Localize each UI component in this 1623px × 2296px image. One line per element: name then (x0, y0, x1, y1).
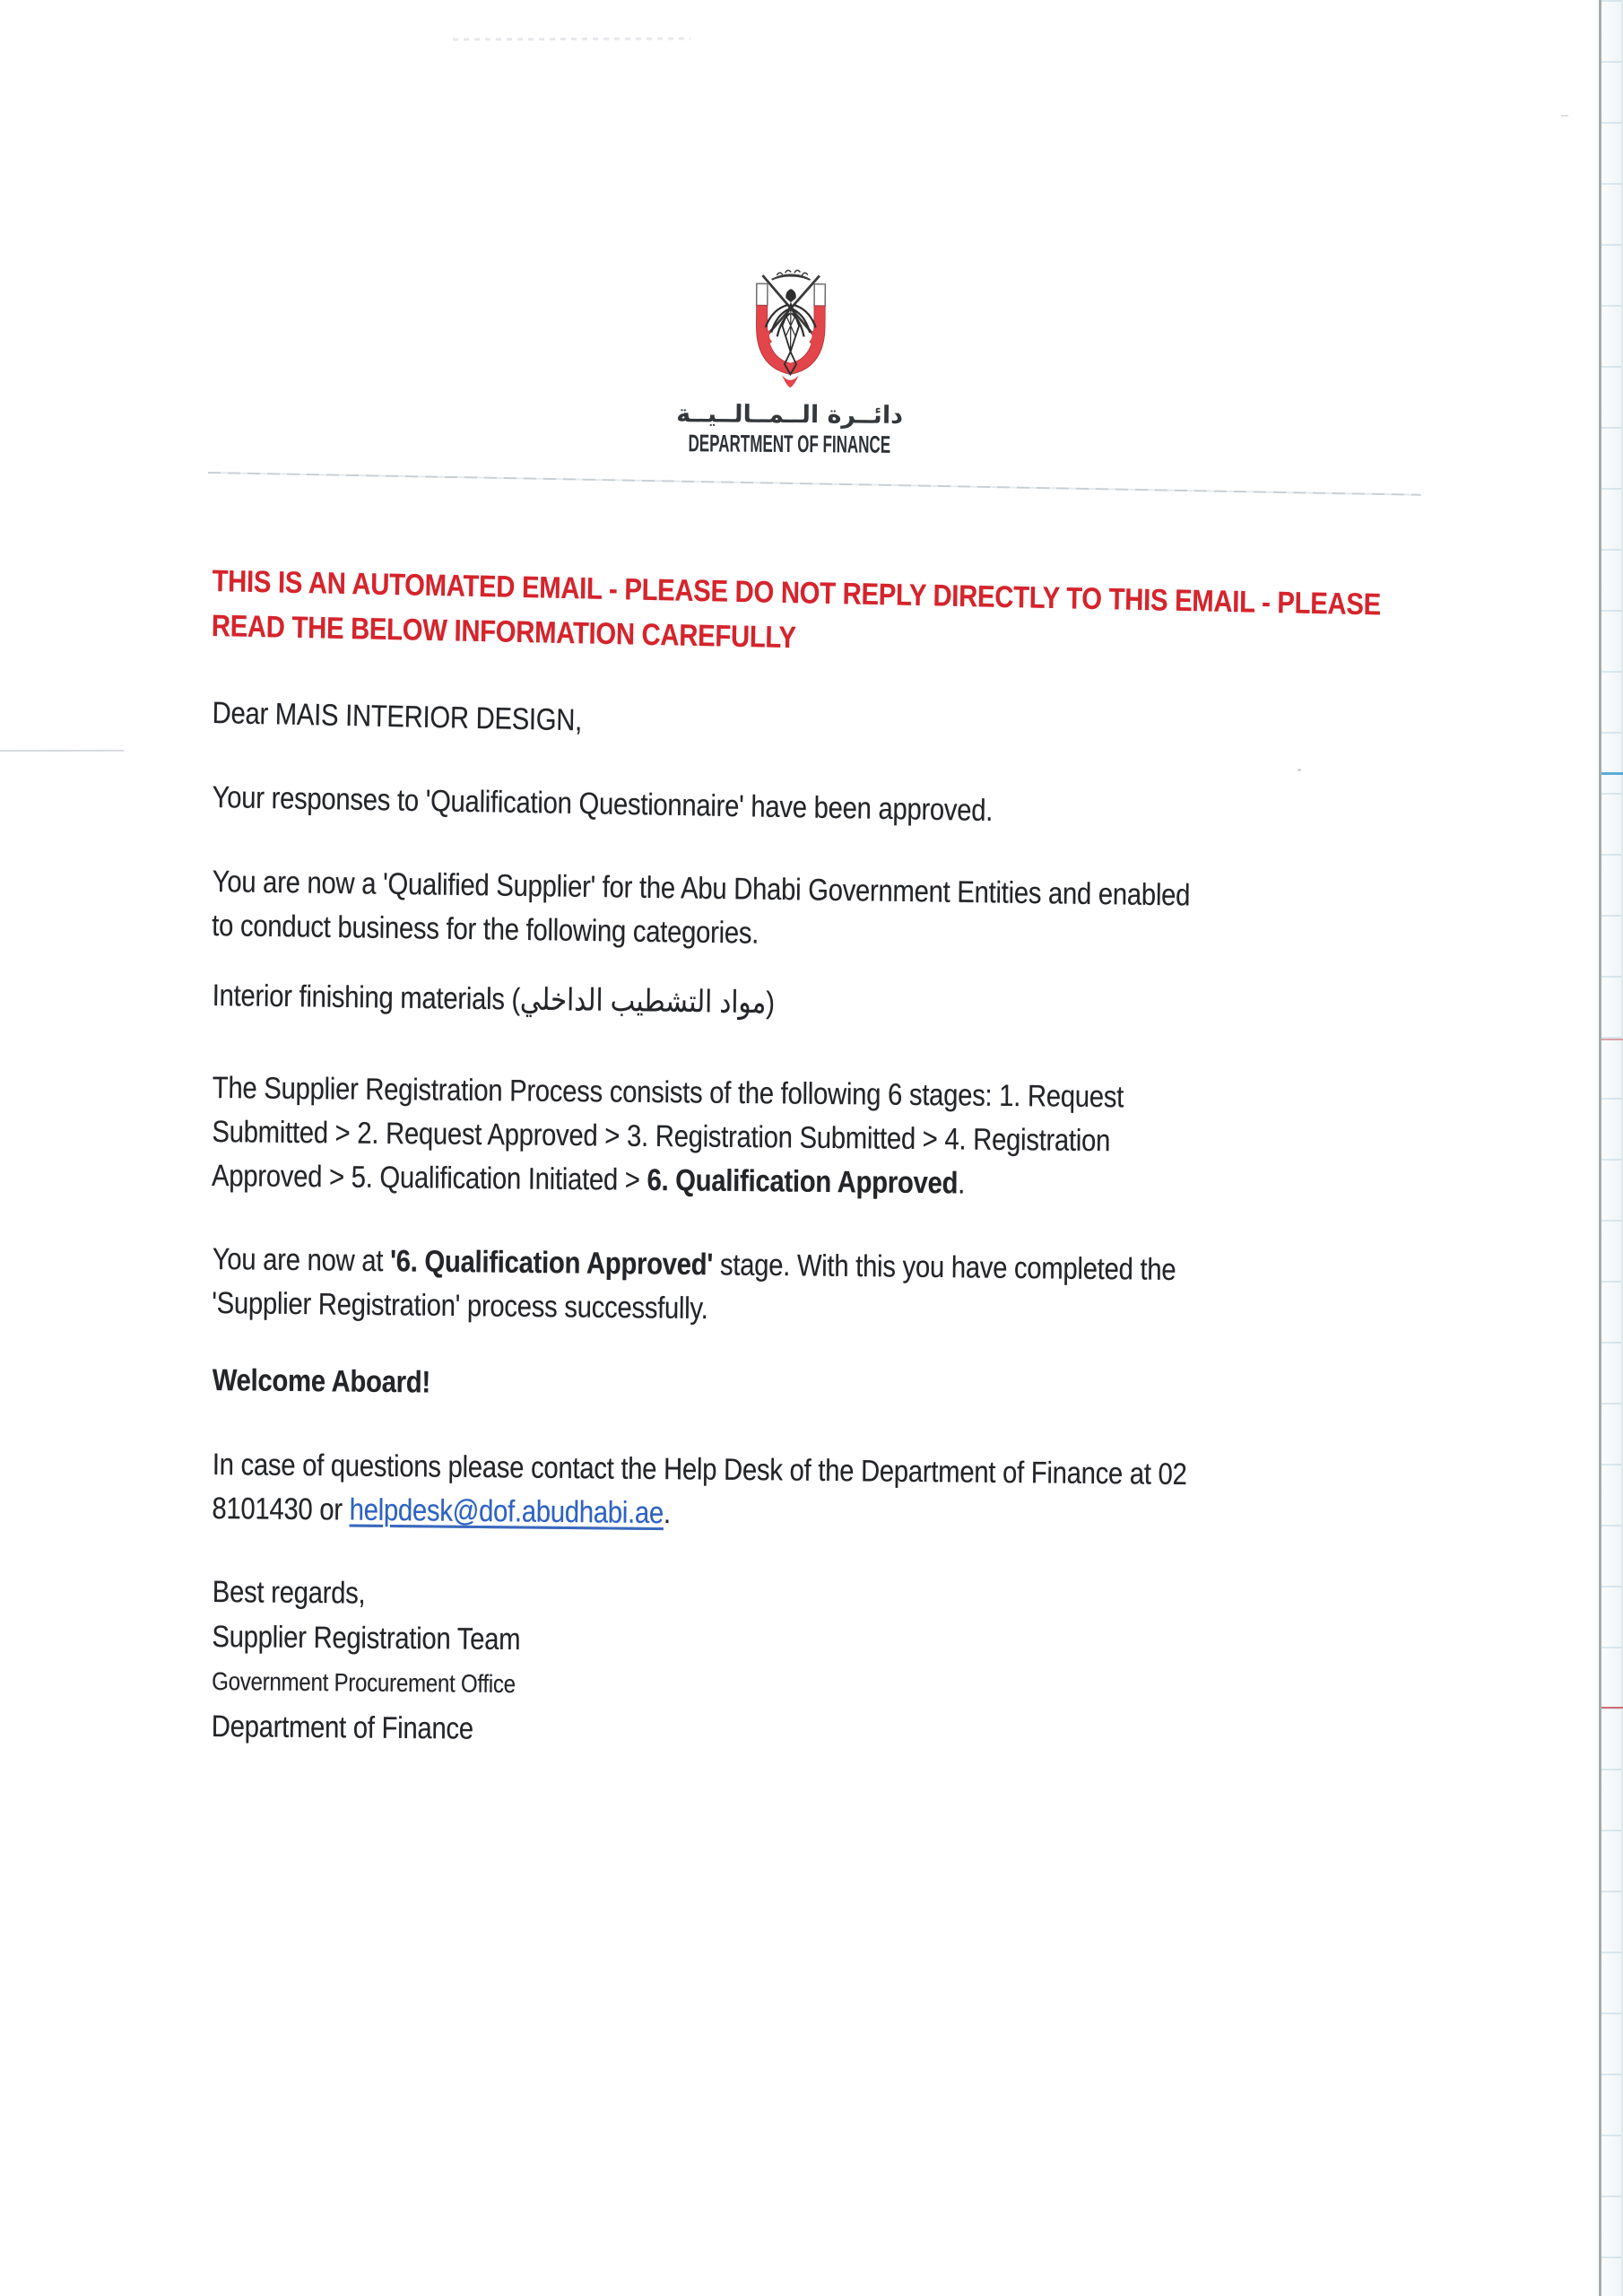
category-line: Interior finishing materials (مواد التشطيب الداخلي) (212, 978, 775, 1021)
stages-line3-end: . (958, 1166, 966, 1201)
warning-line-2: READ THE BELOW INFORMATION CAREFULLY (211, 608, 796, 656)
signature-regards: Best regards, (212, 1574, 366, 1611)
letterhead-separator-line (208, 472, 1421, 496)
helpdesk-email-link[interactable]: helpdesk@dof.abudhabi.ae (349, 1492, 664, 1531)
department-arabic-title: دائــرة الــمــالــيــة (676, 400, 904, 430)
scan-top-dotted-artifact (453, 38, 690, 41)
qualified-supplier-paragraph: You are now a 'Qualified Supplier' for the Abu Dhabi Government Entities and enabled to conduct business for the following categories. (212, 864, 1191, 951)
letter-body (213, 559, 1462, 1749)
warning-line-1: THIS IS AN AUTOMATED EMAIL - PLEASE DO NOT REPLY DIRECTLY TO THIS EMAIL - PLEASE (212, 563, 1382, 622)
current-stage-paragraph: You are now at '6. Qualification Approved' stage. With this you have completed the 'Supplier Registration' process successfully. (212, 1241, 1176, 1326)
scan-strip-red-rule (1601, 1039, 1623, 1040)
scan-strip-red-rule-2 (1601, 1707, 1623, 1709)
approval-paragraph: Your responses to 'Qualification Questionnaire' have been approved. (212, 779, 994, 829)
letterhead (610, 265, 969, 458)
stage-line1-pre: You are now at (212, 1241, 391, 1279)
signature-block (212, 1570, 1462, 1761)
scan-edge-vertical-line (1599, 0, 1601, 2296)
salutation: Dear MAIS INTERIOR DESIGN, (212, 695, 583, 738)
stage-6-bold: 6. Qualification Approved (647, 1162, 959, 1201)
abu-dhabi-falcon-emblem-icon (747, 265, 833, 392)
signature-department: Department of Finance (211, 1709, 473, 1746)
stage-line1-post: stage. With this you have completed the (712, 1248, 1176, 1287)
scan-strip-blue-rule (1601, 772, 1623, 775)
contact-line2-end: . (663, 1496, 671, 1531)
stages-line3-pre: Approved > 5. Qualification Initiated > (211, 1158, 647, 1197)
department-english-title: DEPARTMENT OF FINANCE (688, 430, 891, 458)
signature-team: Supplier Registration Team (212, 1619, 521, 1657)
scan-speck (1561, 115, 1568, 117)
signature-office: Government Procurement Office (212, 1666, 516, 1699)
automated-email-warning (211, 559, 1461, 674)
welcome-aboard-line: Welcome Aboard! (212, 1362, 431, 1400)
registration-stages-paragraph: The Supplier Registration Process consists of the following 6 stages: 1. Request Submitted > 2. Request Approved > 3. Registration Submitted > 4. Registration Approved > 5. Qualification Initiated > 6. Qualification Approved. (211, 1070, 1124, 1201)
contact-paragraph: In case of questions please contact the Help Desk of the Department of Finance at 02 8101430 or helpdesk@dof.abudhabi.ae. (212, 1447, 1187, 1531)
scan-left-edge-line (0, 750, 124, 752)
current-stage-bold: '6. Qualification Approved' (389, 1244, 714, 1283)
contact-line2-pre: 8101430 or (212, 1491, 350, 1527)
scan-edge-ruled-paper-strip (1601, 0, 1623, 2296)
